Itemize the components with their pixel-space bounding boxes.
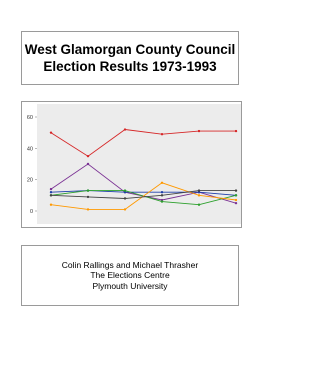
data-point	[50, 204, 52, 206]
data-point	[235, 202, 237, 204]
plot-area	[37, 104, 241, 224]
data-point	[124, 197, 126, 199]
y-tick-label: 0	[29, 209, 33, 215]
line-chart	[21, 101, 242, 228]
y-tick-label: 20	[26, 177, 33, 184]
data-point	[50, 131, 52, 133]
data-point	[161, 194, 163, 196]
title-box	[21, 31, 239, 85]
data-point	[235, 194, 237, 196]
data-point	[161, 133, 163, 135]
credits-box	[21, 245, 239, 306]
data-point	[161, 182, 163, 184]
chart	[21, 101, 242, 228]
data-point	[235, 189, 237, 191]
data-point	[87, 163, 89, 165]
data-point	[124, 208, 126, 210]
credit-university: Plymouth University	[92, 280, 168, 291]
data-point	[87, 196, 89, 198]
y-tick-label: 60	[26, 115, 33, 121]
data-point	[161, 200, 163, 202]
data-point	[50, 188, 52, 190]
data-point	[198, 204, 200, 206]
data-point	[198, 189, 200, 191]
data-point	[198, 194, 200, 196]
credit-authors: Colin Rallings and Michael Thrasher	[61, 259, 199, 270]
data-point	[50, 191, 52, 193]
title-line-2: Election Results 1973-1993	[43, 59, 217, 74]
data-point	[87, 189, 89, 191]
data-point	[235, 130, 237, 132]
data-point	[161, 191, 163, 193]
credit-centre: The Elections Centre	[90, 270, 170, 281]
data-point	[87, 208, 89, 210]
data-point	[50, 194, 52, 196]
data-point	[124, 189, 126, 191]
title-line-1: West Glamorgan County Council	[24, 42, 236, 57]
data-point	[198, 130, 200, 132]
data-point	[124, 128, 126, 130]
data-point	[87, 155, 89, 157]
data-point	[235, 199, 237, 201]
y-tick-label: 40	[26, 146, 33, 153]
